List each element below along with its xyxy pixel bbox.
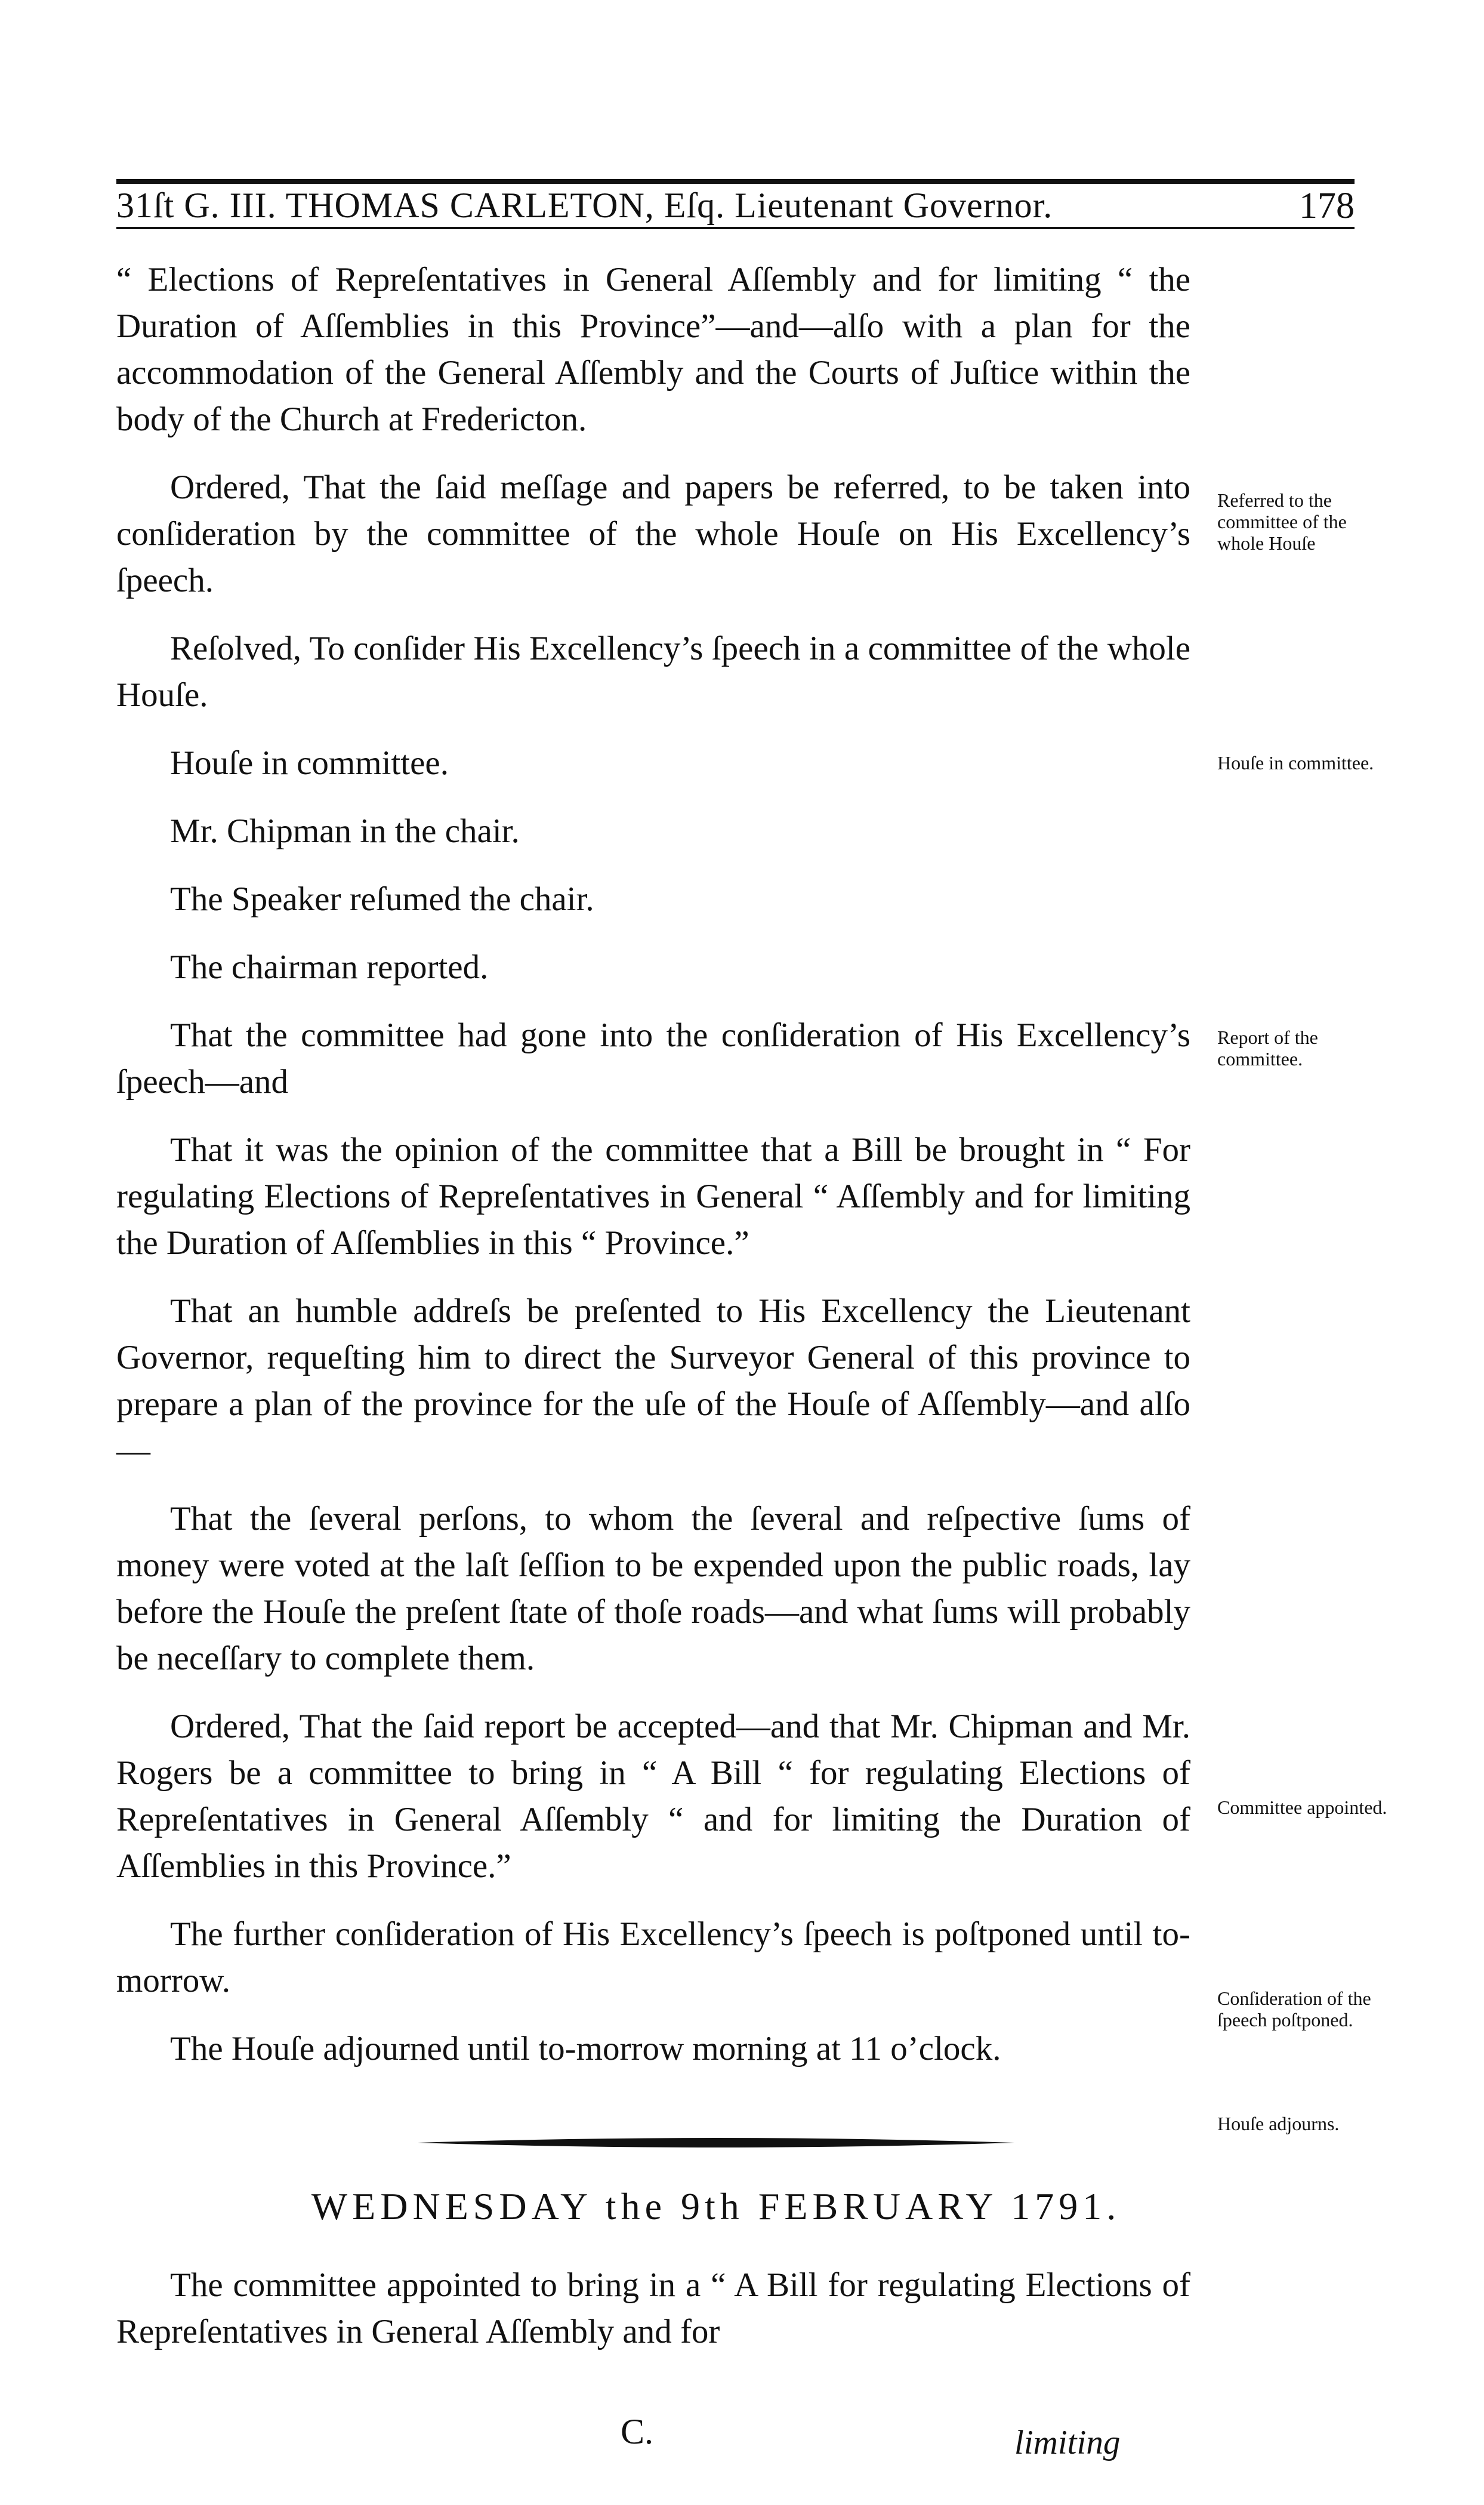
margin-note-referred: Referred to the committee of the whole Houſe: [1217, 489, 1347, 554]
running-head: 31ſt G. III. THOMAS CARLETON, Eſq. Lieutenant Governor.: [116, 186, 1053, 225]
paragraph-further-consideration: The further conſideration of His Excellency’s ſpeech is poſtponed until to-morrow.: [116, 1915, 1190, 1999]
margin-note-house-adjourns: Houſe adjourns.: [1217, 2113, 1340, 2134]
paragraph-public-roads: That the ſeveral perſons, to whom the ſeveral and reſpective ſums of money were voted at the laſt ſeſſion to be expended upon the public roads, lay before the Houſe the preſent ſtate of thoſe roads—and what ſums will probably be neceſſary to complete them.: [116, 1500, 1190, 1677]
paragraph-speaker-resumed: The Speaker reſumed the chair.: [170, 880, 594, 918]
page-header: [116, 179, 1355, 233]
paragraph-report-accepted: Ordered, That the ſaid report be accepted—and that Mr. Chipman and Mr. Rogers be a committee to bring in “ A Bill “ for regulating Elections of Repreſentatives in General Aſſembly “ and for limiting the Duration of Aſſemblies in this Province.”: [116, 1708, 1190, 1885]
paragraph-resolved: Reſolved, To conſider His Excellency’s ſpeech in a committee of the whole Houſe.: [116, 630, 1190, 714]
paragraph-bill-opinion: That it was the opinion of the committee that a Bill be brought in “ For regulating Elections of Repreſentatives in General “ Aſſembly and for limiting the Duration of Aſſemblies in this “ Province.”: [116, 1131, 1190, 1262]
header-rule-bottom: [116, 227, 1355, 229]
paragraph-chipman-chair: Mr. Chipman in the chair.: [170, 812, 520, 850]
catchword: limiting: [1014, 2424, 1121, 2461]
main-text-column: [116, 257, 1190, 2094]
paragraph-elections: “ Elections of Repreſentatives in General Aſſembly and for limiting “ the Duration of Aſſemblies in this Province”—and—alſo with a plan for the accommodation of the General Aſſembly and the Courts of Juſtice within the body of the Church at Fredericton.: [116, 261, 1190, 438]
paragraph-committee-appointed-bill: The committee appointed to bring in a “ A Bill for regulating Elections of Repreſentatives in General Aſſembly and for: [116, 2266, 1190, 2350]
header-rule-top: [116, 179, 1355, 184]
margin-note-consideration-postponed: Conſideration of the ſpeech poſtponed.: [1217, 1988, 1371, 2031]
section-divider: [418, 2137, 1014, 2149]
day-heading: WEDNESDAY the 9th FEBRUARY 1791.: [311, 2185, 1121, 2227]
page-number: 178: [1299, 186, 1355, 226]
margin-note-house-in-committee: Houſe in committee.: [1217, 752, 1374, 774]
paragraph-chairman-reported: The chairman reported.: [170, 948, 489, 986]
margin-note-committee-appointed: Committee appointed.: [1217, 1797, 1387, 1818]
paragraph-committee-consideration: That the committee had gone into the conſideration of His Excellency’s ſpeech—and: [116, 1016, 1190, 1101]
paragraph-humble-address: That an humble addreſs be preſented to His Excellency the Lieutenant Governor, requeſting him to direct the Surveyor General of this province to prepare a plan of the province for the uſe of the Houſe of Aſſembly—and alſo—: [116, 1292, 1190, 1469]
margin-note-report: Report of the committee.: [1217, 1027, 1318, 1070]
paragraph-house-adjourned: The Houſe adjourned until to-morrow morning at 11 o’clock.: [170, 2030, 1001, 2068]
paragraph-house-in-committee: Houſe in committee.: [170, 744, 449, 782]
paragraph-ordered-referred: Ordered, That the ſaid meſſage and papers be referred, to be taken into conſideration by the committee of the whole Houſe on His Excellency’s ſpeech.: [116, 469, 1190, 599]
signature-mark: C.: [621, 2412, 654, 2451]
